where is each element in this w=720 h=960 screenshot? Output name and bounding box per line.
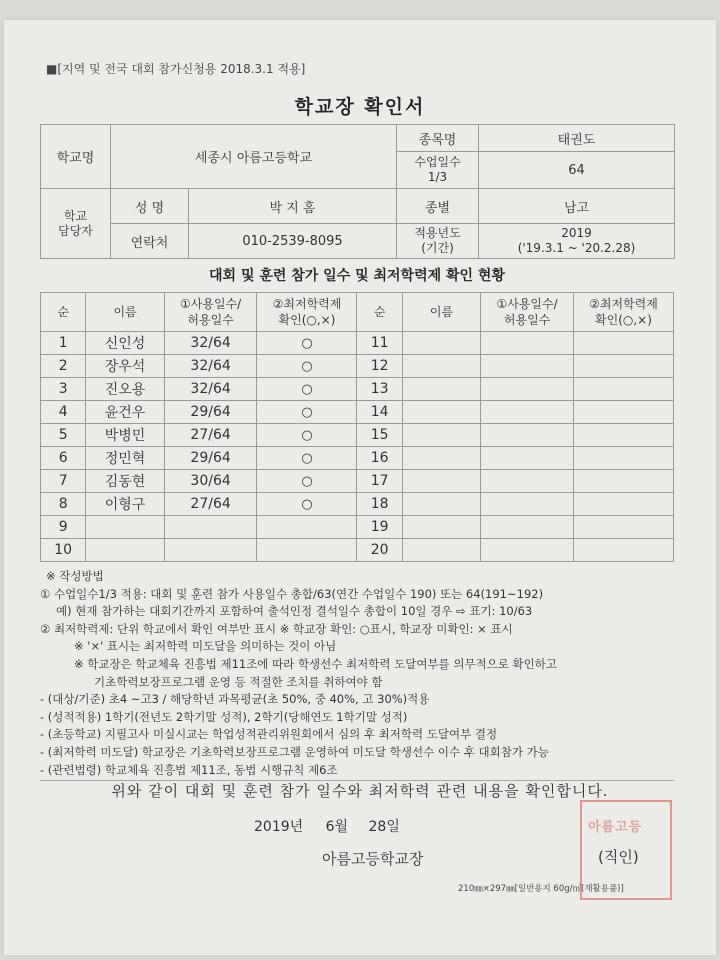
cell-no: 15: [357, 424, 402, 447]
cell-name: [402, 539, 480, 562]
cell-no: 7: [41, 470, 86, 493]
cell-check: [573, 516, 673, 539]
cell-name: [402, 470, 480, 493]
cell-check: ○: [257, 378, 357, 401]
principal-name: 아름고등학교장: [322, 850, 424, 868]
school-name-label: 학교명: [41, 125, 111, 189]
cell-no: 16: [357, 447, 402, 470]
cell-check: ○: [257, 424, 357, 447]
table-row: [41, 378, 674, 401]
cell-no: 11: [357, 332, 402, 355]
cell-days: 32/64: [164, 332, 257, 355]
contact-label: 연락처: [111, 224, 189, 259]
cell-name: 윤건우: [86, 401, 164, 424]
header-days: ①사용일수/ 허용일수: [164, 293, 257, 332]
header-check: ②최저학력제 확인(○,×): [573, 293, 673, 332]
cell-check: [573, 355, 673, 378]
cell-check: ○: [257, 470, 357, 493]
cell-days: [481, 401, 574, 424]
cell-name: [86, 516, 164, 539]
cell-days: [481, 332, 574, 355]
cell-check: [573, 332, 673, 355]
instruction-line: - (성적적용) 1학기(전년도 2학기말 성적), 2학기(당해연도 1학기말 성적): [40, 709, 408, 724]
cell-days: [481, 493, 574, 516]
table-row: [41, 424, 674, 447]
cell-name: [402, 424, 480, 447]
cell-name: 박병민: [86, 424, 164, 447]
table-row: [41, 539, 674, 562]
section-title: 대회 및 훈련 참가 일수 및 최저학력제 확인 현황: [209, 268, 505, 284]
sport-value: 태권도: [479, 125, 675, 152]
cell-check: ○: [257, 401, 357, 424]
header-no: 순: [41, 293, 86, 332]
contact-value: 010-2539-8095: [189, 224, 397, 259]
date-year: 2019년: [254, 819, 304, 835]
cell-name: 이형구: [86, 493, 164, 516]
cell-days: 29/64: [164, 447, 257, 470]
school-days-label: 수업일수 1/3: [397, 152, 479, 189]
gender-value: 남고: [479, 189, 675, 224]
cell-days: [481, 355, 574, 378]
cell-no: 19: [357, 516, 402, 539]
cell-check: [573, 424, 673, 447]
cell-name: [86, 539, 164, 562]
header-check: ②최저학력제 확인(○,×): [257, 293, 357, 332]
cell-check: [257, 516, 357, 539]
cell-name: [402, 493, 480, 516]
year-label: 적용년도 (기간): [397, 224, 479, 259]
header-name: 이름: [86, 293, 164, 332]
cell-days: [481, 516, 574, 539]
cell-check: ○: [257, 332, 357, 355]
cell-name: [402, 378, 480, 401]
school-info-table: [40, 124, 675, 259]
table-row: [41, 516, 674, 539]
table-row: [41, 355, 674, 378]
cell-check: ○: [257, 355, 357, 378]
cell-days: 30/64: [164, 470, 257, 493]
table-row: [41, 401, 674, 424]
date-line: [254, 816, 404, 836]
document-title: 학교장 확인서: [294, 96, 426, 118]
cell-no: 6: [41, 447, 86, 470]
header-name: 이름: [402, 293, 480, 332]
table-row: [41, 493, 674, 516]
date-day: 28일: [368, 819, 400, 835]
teacher-name-label: 성 명: [111, 189, 189, 224]
table-row: [41, 470, 674, 493]
cell-no: 5: [41, 424, 86, 447]
instructions: [40, 568, 690, 781]
confirmation-statement: 위와 같이 대회 및 훈련 참가 일수와 최저학력 관련 내용을 확인합니다.: [111, 782, 609, 800]
cell-check: [573, 447, 673, 470]
instruction-line: 기초학력보장프로그램 운영 등 적절한 조치를 취하여야 함: [94, 674, 383, 689]
cell-no: 13: [357, 378, 402, 401]
cell-no: 10: [41, 539, 86, 562]
cell-name: [402, 516, 480, 539]
paper-spec-note: 210㎜×297㎜[일반용지 60g/㎡(재활용품)]: [458, 884, 624, 894]
cell-no: 4: [41, 401, 86, 424]
cell-check: [257, 539, 357, 562]
instruction-line: ① 수업일수1/3 적용: 대회 및 훈련 참가 사용일수 총합/63(연간 수업일수 190) 또는 64(191~192): [40, 586, 544, 601]
participation-table: [40, 292, 674, 562]
cell-days: [481, 447, 574, 470]
school-name-value: 세종시 아름고등학교: [111, 125, 397, 189]
cell-no: 17: [357, 470, 402, 493]
cell-check: ○: [257, 493, 357, 516]
cell-days: [481, 539, 574, 562]
cell-days: [164, 516, 257, 539]
table-header-row: [41, 293, 674, 332]
form-header-note: ■[지역 및 전국 대회 참가신청용 2018.3.1 적용]: [46, 62, 306, 76]
cell-no: 14: [357, 401, 402, 424]
instruction-line: - (초등학교) 지필고사 미실시교는 학업성적관리위원회에서 심의 후 최저학력 도달여부 결정: [40, 727, 498, 742]
cell-days: [164, 539, 257, 562]
cell-name: [402, 332, 480, 355]
table-row: [41, 332, 674, 355]
date-month: 6월: [325, 819, 349, 835]
teacher-name-value: 박 지 홈: [189, 189, 397, 224]
cell-days: [481, 378, 574, 401]
cell-days: 32/64: [164, 355, 257, 378]
cell-days: [481, 470, 574, 493]
instruction-line: ※ '×' 표시는 최저학력 미도달을 의미하는 것이 아님: [74, 639, 337, 654]
instruction-line: ② 최저학력제: 단위 학교에서 확인 여부만 표시 ※ 학교장 확인: ○표시, 학교장 미확인: × 표시: [40, 621, 513, 636]
instruction-line: - (관련법령) 학교체육 진흥법 제11조, 동법 시행규칙 제6조: [40, 762, 338, 777]
cell-days: 29/64: [164, 401, 257, 424]
cell-name: [402, 355, 480, 378]
header-days: ①사용일수/ 허용일수: [481, 293, 574, 332]
cell-name: 김동현: [86, 470, 164, 493]
gender-label: 종별: [397, 189, 479, 224]
cell-check: [573, 401, 673, 424]
cell-check: ○: [257, 447, 357, 470]
cell-name: 신인성: [86, 332, 164, 355]
cell-no: 1: [41, 332, 86, 355]
instruction-line: ※ 작성방법: [46, 569, 104, 583]
cell-name: [402, 447, 480, 470]
teacher-label: 학교 담당자: [41, 189, 111, 259]
cell-no: 3: [41, 378, 86, 401]
cell-name: 장우석: [86, 355, 164, 378]
cell-name: 진오용: [86, 378, 164, 401]
instruction-line: ※ 학교장은 학교체육 진흥법 제11조에 따라 학생선수 최저학력 도달여부를 의무적으로 확인하고: [74, 656, 557, 671]
cell-days: 27/64: [164, 424, 257, 447]
seal-label: (직인): [598, 848, 639, 866]
instruction-line: 예) 현재 참가하는 대회기간까지 포함하여 출석인정 결석일수 총합이 10일 경우 ⇨ 표기: 10/63: [56, 604, 533, 619]
cell-no: 2: [41, 355, 86, 378]
cell-no: 8: [41, 493, 86, 516]
cell-check: [573, 539, 673, 562]
instruction-line: - (최저학력 미도달) 학교장은 기초학력보장프로그램 운영하여 미도달 학생선수 이수 후 대회참가 가능: [40, 744, 549, 759]
instruction-line: - (대상/기준) 초4 ~고3 / 해당학년 과목평균(초 50%, 중 40%, 고 30%)적용: [40, 692, 430, 707]
cell-no: 18: [357, 493, 402, 516]
school-days-value: 64: [479, 152, 675, 189]
cell-days: 32/64: [164, 378, 257, 401]
cell-no: 20: [357, 539, 402, 562]
cell-no: 9: [41, 516, 86, 539]
cell-check: [573, 378, 673, 401]
cell-name: 정민혁: [86, 447, 164, 470]
header-no: 순: [357, 293, 402, 332]
cell-name: [402, 401, 480, 424]
cell-days: [481, 424, 574, 447]
cell-no: 12: [357, 355, 402, 378]
cell-days: 27/64: [164, 493, 257, 516]
year-value: 2019 ('19.3.1 ~ '20.2.28): [479, 224, 675, 259]
stamp-lettering: 아름고등: [588, 820, 643, 835]
sport-label: 종목명: [397, 125, 479, 152]
cell-check: [573, 470, 673, 493]
table-row: [41, 447, 674, 470]
cell-check: [573, 493, 673, 516]
